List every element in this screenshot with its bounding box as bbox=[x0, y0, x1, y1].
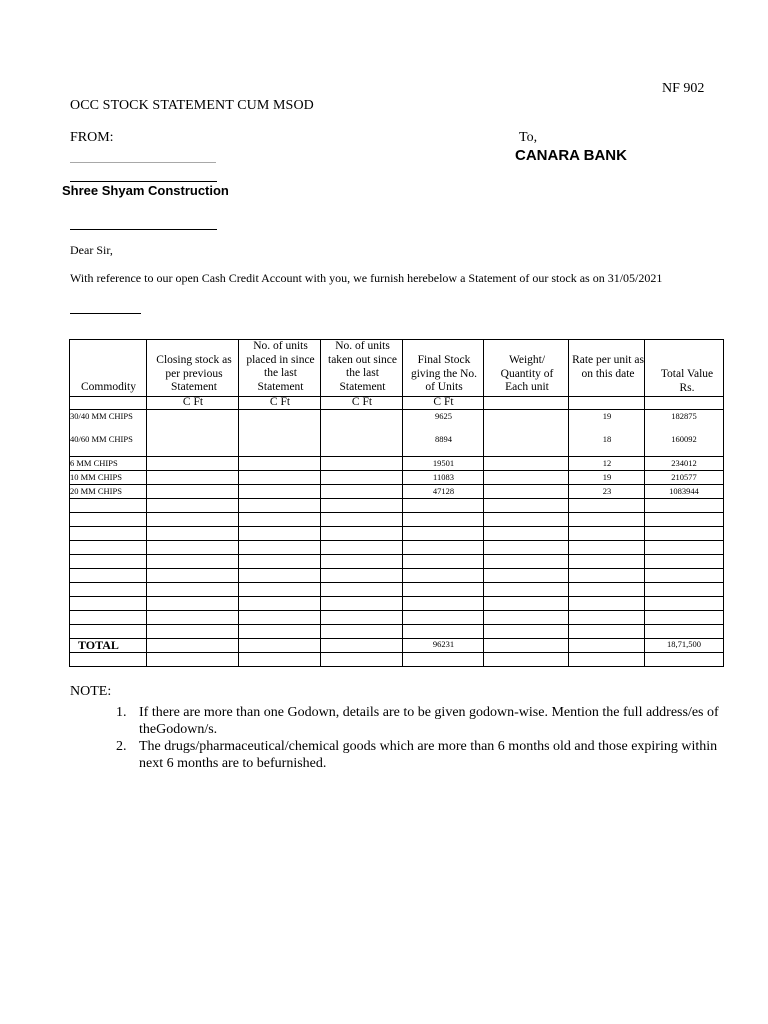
commodity-cell: 10 MM CHIPS bbox=[70, 472, 122, 482]
table-rule bbox=[69, 554, 724, 555]
to-label: To, bbox=[519, 130, 538, 145]
rate-cell: 18 bbox=[602, 434, 612, 444]
header-units-taken-out: No. of units taken out since the last Statement bbox=[328, 340, 397, 393]
note-item bbox=[112, 705, 722, 738]
header-total-value: Total Value Rs. bbox=[660, 368, 714, 394]
document-title: OCC STOCK STATEMENT CUM MSOD bbox=[70, 98, 314, 113]
total-final-stock: 96231 bbox=[432, 639, 455, 649]
commodity-cell: 40/60 MM CHIPS bbox=[70, 434, 133, 444]
table-column-rule bbox=[320, 339, 321, 667]
total-value-cell: 182875 bbox=[671, 411, 697, 421]
total-value-cell: 234012 bbox=[671, 458, 697, 468]
note-list bbox=[112, 705, 722, 773]
final-stock-cell: 11083 bbox=[433, 472, 454, 482]
header-final-stock: Final Stock giving the No. of Units bbox=[410, 354, 478, 393]
form-code: NF 902 bbox=[662, 81, 705, 96]
table-rule bbox=[69, 456, 724, 457]
header-closing-stock: Closing stock as per previous Statement bbox=[156, 354, 232, 393]
table-rule bbox=[69, 596, 724, 597]
commodity-cell: 20 MM CHIPS bbox=[70, 486, 122, 496]
table-rule bbox=[69, 666, 724, 667]
from-label: FROM: bbox=[70, 130, 114, 145]
sender-top-line bbox=[70, 181, 217, 182]
table-rule bbox=[69, 638, 724, 639]
note-number: 2. bbox=[116, 739, 127, 754]
table-rule bbox=[69, 526, 724, 527]
note-text: The drugs/pharmaceutical/chemical goods which are more than 6 months old and those expiring within next 6 months are to befurnished. bbox=[139, 739, 718, 771]
note-title: NOTE: bbox=[70, 684, 112, 699]
commodity-cell: 30/40 MM CHIPS bbox=[70, 411, 133, 421]
note-text: If there are more than one Godown, details are to be given godown-wise. Mention the full address/es of theGodown/s. bbox=[139, 705, 719, 737]
table-column-rule bbox=[723, 339, 724, 667]
total-value-cell: 210577 bbox=[671, 472, 697, 482]
total-value-cell: 1083944 bbox=[669, 486, 699, 496]
table-rule bbox=[69, 568, 724, 569]
table-rule bbox=[69, 540, 724, 541]
final-stock-cell: 8894 bbox=[435, 434, 452, 444]
final-stock-cell: 9625 bbox=[435, 411, 452, 421]
total-value: 18,71,500 bbox=[667, 639, 701, 649]
note-number: 1. bbox=[116, 705, 127, 720]
table-rule bbox=[69, 484, 724, 485]
date-underline bbox=[70, 313, 141, 314]
table-rule bbox=[69, 624, 724, 625]
table-column-rule bbox=[238, 339, 239, 667]
rate-cell: 19 bbox=[602, 411, 612, 421]
total-label: TOTAL bbox=[78, 638, 119, 652]
note-item bbox=[112, 739, 722, 772]
header-weight-quantity: Weight/ Quantity of Each unit bbox=[500, 354, 554, 393]
rate-cell: 23 bbox=[602, 486, 612, 496]
final-stock-cell: 19501 bbox=[432, 458, 455, 468]
final-stock-cell: 47128 bbox=[432, 486, 455, 496]
table-column-rule bbox=[402, 339, 403, 667]
intro-text: With reference to our open Cash Credit Account with you, we furnish herebelow a Statement of our stock as on 31/05/2021 bbox=[70, 271, 663, 285]
rate-cell: 19 bbox=[602, 472, 612, 482]
sender-name: Shree Shyam Construction bbox=[62, 183, 229, 198]
unit-units-placed: C Ft bbox=[269, 396, 291, 408]
table-rule bbox=[69, 409, 724, 410]
unit-units-taken-out: C Ft bbox=[351, 396, 373, 408]
rate-cell: 12 bbox=[602, 458, 612, 468]
commodity-cell: 6 MM CHIPS bbox=[70, 458, 118, 468]
header-rate: Rate per unit as on this date bbox=[572, 354, 644, 380]
unit-final-stock: C Ft bbox=[433, 396, 454, 408]
table-rule bbox=[69, 512, 724, 513]
salutation: Dear Sir, bbox=[70, 243, 113, 257]
table-column-rule bbox=[483, 339, 484, 667]
bank-name: CANARA BANK bbox=[515, 147, 627, 164]
table-rule bbox=[69, 652, 724, 653]
header-units-placed: No. of units placed in since the last Statement bbox=[246, 340, 315, 393]
table-rule bbox=[69, 582, 724, 583]
unit-closing-stock: C Ft bbox=[182, 396, 204, 408]
table-rule bbox=[69, 610, 724, 611]
table-column-rule bbox=[568, 339, 569, 667]
from-blank-line bbox=[70, 162, 216, 163]
table-rule bbox=[69, 470, 724, 471]
total-value-cell: 160092 bbox=[671, 434, 697, 444]
table-rule bbox=[69, 498, 724, 499]
header-commodity: Commodity bbox=[81, 381, 136, 393]
table-column-rule bbox=[644, 339, 645, 667]
sender-bottom-line bbox=[70, 229, 217, 230]
